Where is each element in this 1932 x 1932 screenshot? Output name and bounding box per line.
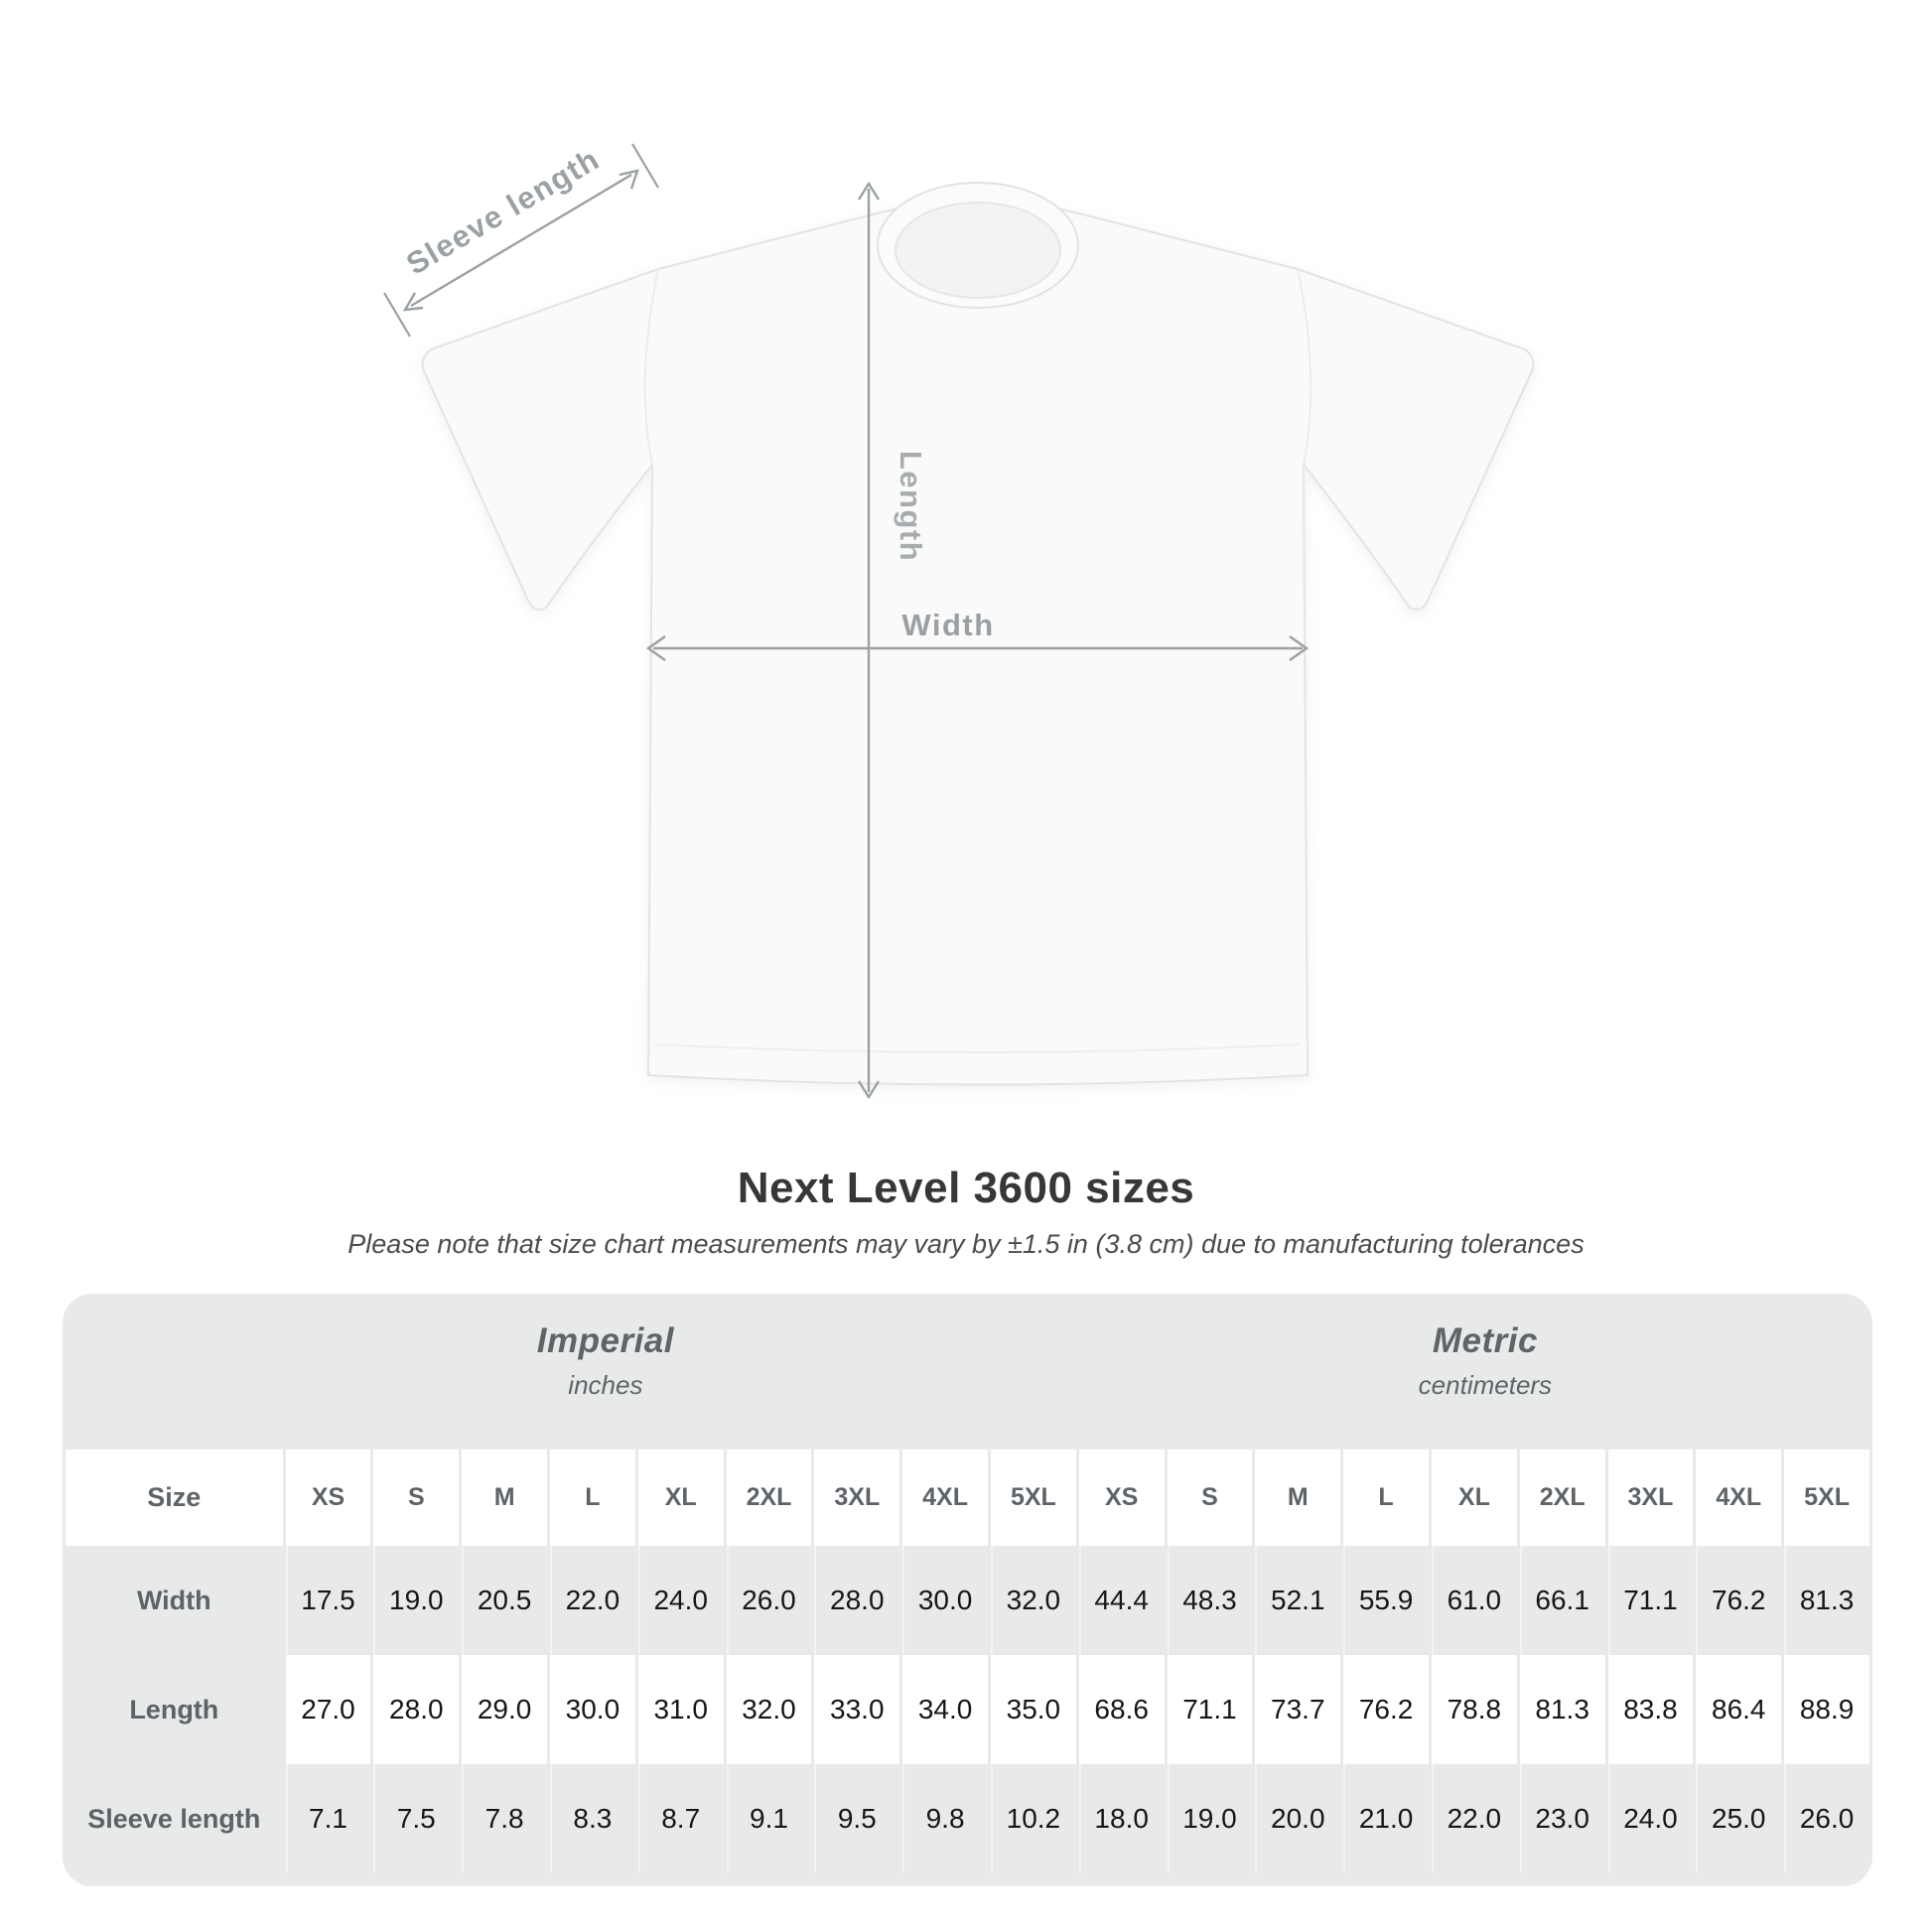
sleeve-s-cm: 19.0 <box>1168 1764 1253 1873</box>
size-header: L <box>550 1449 635 1546</box>
page-title: Next Level 3600 sizes <box>737 1164 1195 1212</box>
width-m-in: 20.5 <box>462 1546 547 1655</box>
sleeve-xl-in: 8.7 <box>638 1764 724 1873</box>
size-header: 4XL <box>902 1449 988 1546</box>
row-label: Sleeve length <box>87 1803 261 1834</box>
sleeve-xs-in: 7.1 <box>286 1764 371 1873</box>
size-header: 4XL <box>1696 1449 1781 1546</box>
width-xl-cm: 61.0 <box>1432 1546 1517 1655</box>
size-header: S <box>373 1449 459 1546</box>
width-4xl-cm: 76.2 <box>1696 1546 1781 1655</box>
width-m-cm: 52.1 <box>1255 1546 1340 1655</box>
size-header: 2XL <box>727 1449 812 1546</box>
sleeve-xl-cm: 22.0 <box>1432 1764 1517 1873</box>
size-table-panel <box>63 1294 1872 1886</box>
imperial-unit: inches <box>568 1370 643 1400</box>
width-4xl-in: 30.0 <box>902 1546 988 1655</box>
width-xs-cm: 44.4 <box>1079 1546 1165 1655</box>
sleeve-length-row <box>66 1764 1869 1873</box>
size-header: M <box>462 1449 547 1546</box>
row-label: Width <box>136 1585 211 1615</box>
size-header: 5XL <box>991 1449 1076 1546</box>
length-row <box>66 1655 1869 1764</box>
width-label: Width <box>901 608 995 642</box>
length-m-in: 29.0 <box>462 1655 547 1764</box>
sleeve-5xl-cm: 26.0 <box>1784 1764 1869 1873</box>
size-header: S <box>1168 1449 1253 1546</box>
size-header: 5XL <box>1784 1449 1869 1546</box>
size-column-header: Size <box>66 1449 283 1546</box>
length-4xl-in: 34.0 <box>902 1655 988 1764</box>
size-header: 2XL <box>1520 1449 1605 1546</box>
width-xs-in: 17.5 <box>286 1546 371 1655</box>
size-header: L <box>1343 1449 1429 1546</box>
tolerance-note: Please note that size chart measurements may vary by ±1.5 in (3.8 cm) due to manufacturing tolerances <box>347 1229 1585 1259</box>
size-header: XS <box>286 1449 371 1546</box>
width-5xl-cm: 81.3 <box>1784 1546 1869 1655</box>
length-3xl-in: 33.0 <box>814 1655 899 1764</box>
length-l-cm: 76.2 <box>1343 1655 1429 1764</box>
length-xs-cm: 68.6 <box>1079 1655 1165 1764</box>
length-2xl-in: 32.0 <box>727 1655 812 1764</box>
sleeve-l-in: 8.3 <box>550 1764 635 1873</box>
table-header-row <box>66 1449 1869 1546</box>
sleeve-length-label: Sleeve length <box>400 141 607 282</box>
width-row <box>66 1546 1869 1655</box>
width-2xl-cm: 66.1 <box>1520 1546 1605 1655</box>
sleeve-3xl-in: 9.5 <box>814 1764 899 1873</box>
length-xl-in: 31.0 <box>638 1655 724 1764</box>
metric-title: Metric <box>1432 1321 1538 1360</box>
width-3xl-cm: 71.1 <box>1608 1546 1694 1655</box>
sleeve-4xl-cm: 25.0 <box>1696 1764 1781 1873</box>
width-xl-in: 24.0 <box>638 1546 724 1655</box>
size-header: XL <box>1432 1449 1517 1546</box>
width-s-in: 19.0 <box>373 1546 459 1655</box>
sleeve-2xl-in: 9.1 <box>727 1764 812 1873</box>
sleeve-m-cm: 20.0 <box>1255 1764 1340 1873</box>
width-3xl-in: 28.0 <box>814 1546 899 1655</box>
sleeve-2xl-cm: 23.0 <box>1520 1764 1605 1873</box>
length-2xl-cm: 81.3 <box>1520 1655 1605 1764</box>
size-header: 3XL <box>814 1449 899 1546</box>
width-5xl-in: 32.0 <box>991 1546 1076 1655</box>
length-s-cm: 71.1 <box>1168 1655 1253 1764</box>
row-label: Length <box>129 1694 219 1725</box>
size-header: 3XL <box>1608 1449 1694 1546</box>
size-table <box>63 1449 1872 1873</box>
width-s-cm: 48.3 <box>1168 1546 1253 1655</box>
tshirt-body <box>423 201 1534 1085</box>
sleeve-s-in: 7.5 <box>373 1764 459 1873</box>
sleeve-xs-cm: 18.0 <box>1079 1764 1165 1873</box>
length-5xl-in: 35.0 <box>991 1655 1076 1764</box>
length-xs-in: 27.0 <box>286 1655 371 1764</box>
sleeve-l-cm: 21.0 <box>1343 1764 1429 1873</box>
length-m-cm: 73.7 <box>1255 1655 1340 1764</box>
length-label: Length <box>894 450 928 563</box>
length-xl-cm: 78.8 <box>1432 1655 1517 1764</box>
sleeve-4xl-in: 9.8 <box>902 1764 988 1873</box>
sleeve-5xl-in: 10.2 <box>991 1764 1076 1873</box>
metric-unit: centimeters <box>1418 1370 1553 1400</box>
size-header: XS <box>1079 1449 1165 1546</box>
imperial-title: Imperial <box>536 1321 675 1360</box>
length-4xl-cm: 86.4 <box>1696 1655 1781 1764</box>
length-l-in: 30.0 <box>550 1655 635 1764</box>
imperial-heading <box>537 1321 674 1401</box>
metric-heading <box>1419 1321 1552 1401</box>
sleeve-m-in: 7.8 <box>462 1764 547 1873</box>
width-2xl-in: 26.0 <box>727 1546 812 1655</box>
size-header: M <box>1255 1449 1340 1546</box>
width-l-in: 22.0 <box>550 1546 635 1655</box>
length-5xl-cm: 88.9 <box>1784 1655 1869 1764</box>
collar-inner <box>896 203 1060 298</box>
sleeve-3xl-cm: 24.0 <box>1608 1764 1694 1873</box>
length-s-in: 28.0 <box>373 1655 459 1764</box>
length-3xl-cm: 83.8 <box>1608 1655 1694 1764</box>
width-l-cm: 55.9 <box>1343 1546 1429 1655</box>
size-header: XL <box>638 1449 724 1546</box>
